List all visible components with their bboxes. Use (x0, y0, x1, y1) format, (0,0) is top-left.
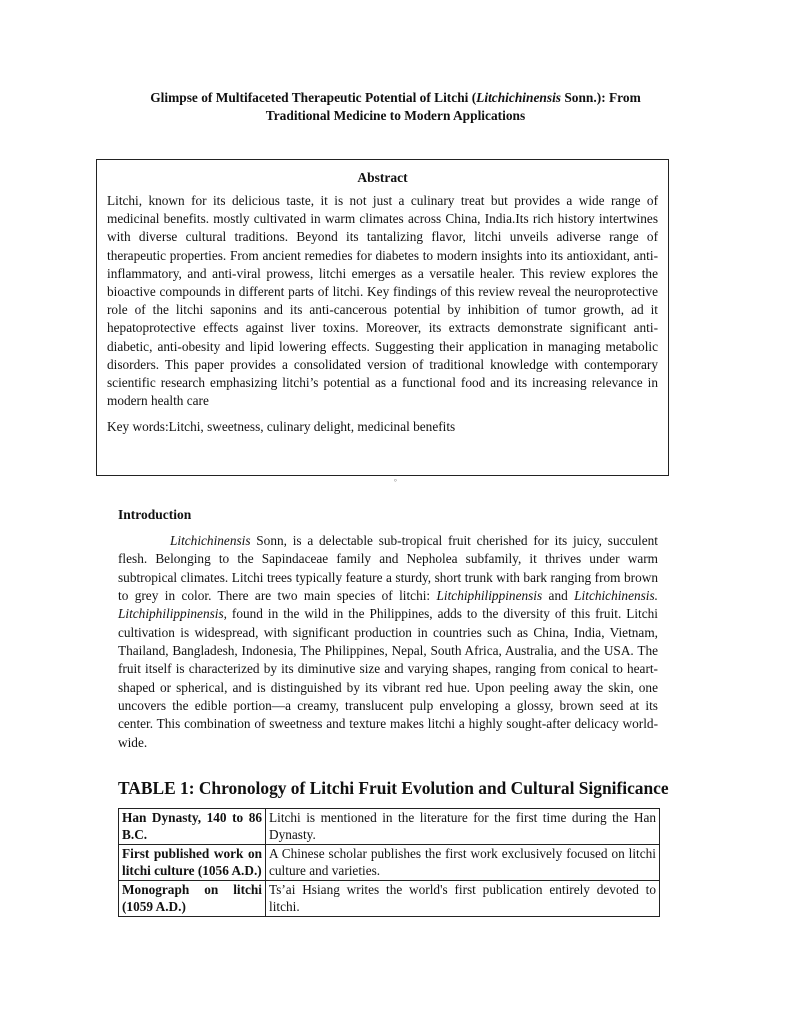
table-row (119, 845, 660, 881)
chronology-table (118, 808, 660, 917)
intro-italic-3: Litchichinensis. Litchiphilippinensis (118, 588, 658, 622)
stray-mark: ° (394, 478, 397, 486)
title-line2: Traditional Medicine to Modern Applications (265, 108, 526, 123)
title-species-name: Litchichinensis (476, 90, 561, 105)
intro-italic-1: Litchichinensis (170, 533, 251, 548)
intro-text-1: Sonn, is a delectable sub-tropical fruit cherished for its juicy, succulent flesh. Belonging to the Sapindaceae family and Nepholea subfamily, it thrives under warm subtropical climates. Litchi trees typically feature a sturdy, short trunk with bark ranging from brown to grey in color. There are two main species of litchi: (118, 533, 658, 604)
introduction-paragraph (118, 532, 658, 752)
table-cell-period: First published work on litchi culture (1056 A.D.) (119, 845, 266, 881)
table-row (119, 881, 660, 917)
table-cell-event: Ts’ai Hsiang writes the world's first publication entirely devoted to litchi. (266, 881, 660, 917)
intro-text-2: and (542, 588, 575, 604)
table-cell-period: Han Dynasty, 140 to 86 B.C. (119, 809, 266, 845)
intro-italic-2: Litchiphilippinensis (436, 588, 543, 604)
table-row (119, 809, 660, 845)
abstract-heading: Abstract (357, 170, 408, 185)
table-cell-period: Monograph on litchi (1059 A.D.) (119, 881, 266, 917)
abstract-box (96, 159, 669, 476)
table-cell-event: Litchi is mentioned in the literature for the first time during the Han Dynasty. (266, 809, 660, 845)
paper-title (100, 89, 691, 125)
introduction-heading: Introduction (118, 507, 192, 522)
title-line1-pre: Glimpse of Multifaceted Therapeutic Potential of Litchi ( (150, 90, 477, 105)
keywords: Key words:Litchi, sweetness, culinary delight, medicinal benefits (107, 419, 456, 435)
table1-title: TABLE 1: Chronology of Litchi Fruit Evolution and Cultural Significance (118, 778, 669, 798)
abstract-body: Litchi, known for its delicious taste, it is not just a culinary treat but provides a wide range of medicinal benefits. mostly cultivated in warm climates across China, India.Its rich history intertwines with diverse cultural traditions. Beyond its tantalizing flavor, litchi unveils adiverse range of therapeutic properties. From ancient remedies for diabetes to modern insights into its antioxidant, anti-inflammatory, and anti-viral prowess, litchi emerges as a versatile healer. This review explores the bioactive compounds in different parts of litchi. Key findings of this review reveal the neuroprotective role of the litchi saponins and its anti-cancerous potential by inhibition of tumor growth, ad it hepatoprotective effects against liver toxins. Moreover, its extracts demonstrate significant anti-diabetic, anti-obesity and lipid lowering effects. Suggesting their application in managing metabolic disorders. This paper provides a consolidated version of traditional knowledge with contemporary scientific research emphasizing litchi’s potential as a functional food and its increasing relevance in modern health care (107, 193, 658, 409)
title-line1-post: Sonn.): From (561, 90, 641, 105)
intro-text-3: , found in the wild in the Philippines, adds to the diversity of this fruit. Litchi cultivation is widespread, with significant production in countries such as China, India, Vietnam, Thailand, Bangladesh, Indonesia, The Philippines, Nepal, South Africa, Australia, and the USA. The fruit itself is characterized by its diminutive size and varying shapes, ranging from conical to heart-shaped or spherical, and is distinguished by its vibrant red hue. Upon peeling away the skin, one uncovers the edible portion—a creamy, translucent pulp enveloping a glossy, brown seed at its center. This combination of sweetness and texture makes litchi a highly sought-after delicacy world-wide. (118, 606, 658, 750)
table-cell-event: A Chinese scholar publishes the first work exclusively focused on litchi culture and varieties. (266, 845, 660, 881)
